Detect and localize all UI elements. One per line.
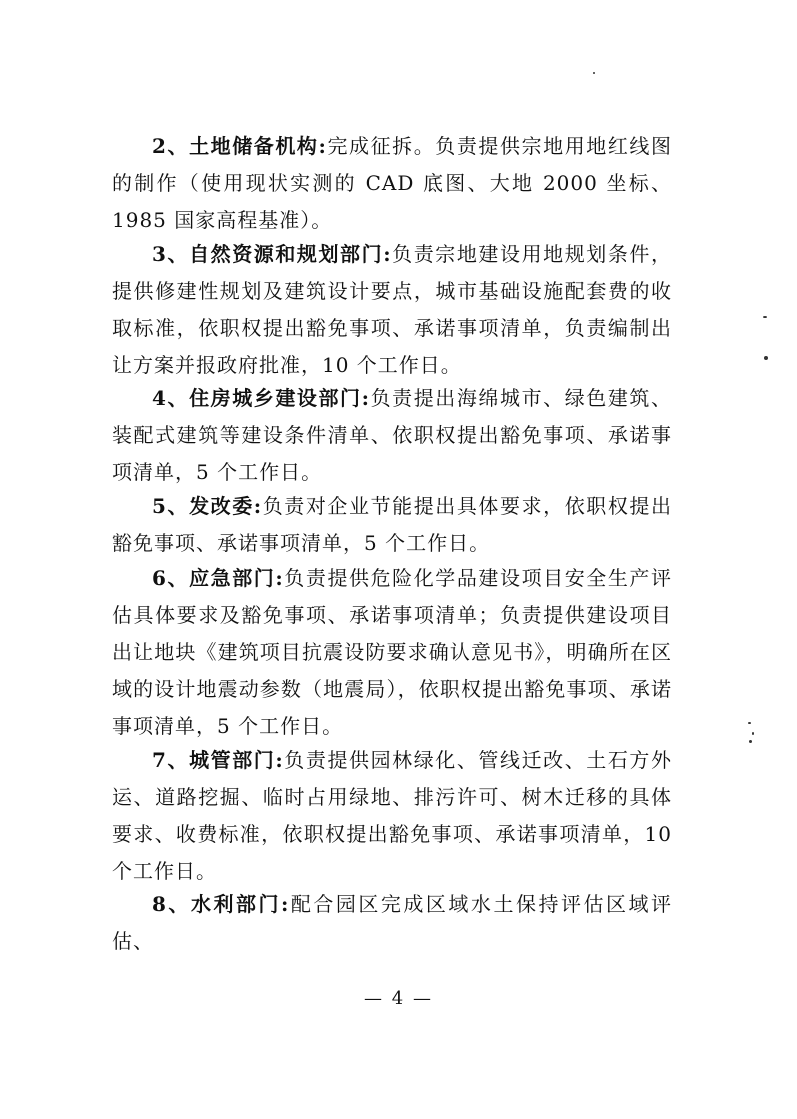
scan-speck [593, 72, 595, 74]
paragraph-urban-management [112, 742, 672, 890]
item-heading: 发改委: [189, 494, 263, 518]
item-heading: 自然资源和规划部门: [189, 242, 392, 266]
scan-speck [764, 356, 768, 360]
item-body: 负责对企业节能提出具体要求，依职权提出豁免事项、承诺事项清单，5 个工作日。 [112, 494, 672, 555]
item-number: 4、 [152, 386, 190, 410]
item-body: 配合园区完成区域水土保持评估区域评估、 [112, 892, 672, 953]
scan-speck [749, 740, 752, 743]
paragraph-water-resources [112, 886, 672, 960]
item-number: 3、 [152, 242, 190, 266]
item-number: 7、 [152, 748, 190, 772]
item-heading: 土地储备机构: [189, 134, 327, 158]
item-number: 8、 [152, 892, 191, 916]
scan-speck [752, 732, 754, 735]
item-heading: 住房城乡建设部门: [189, 386, 371, 410]
item-heading: 水利部门: [190, 892, 290, 916]
item-number: 2、 [152, 134, 190, 158]
paragraph-emergency [112, 560, 672, 745]
item-number: 6、 [152, 566, 190, 590]
paragraph-housing [112, 380, 672, 491]
paragraph-development-reform [112, 488, 672, 562]
item-body: 负责宗地建设用地规划条件，提供修建性规划及建筑设计要点，城市基础设施配套费的收取标准，依职权提出豁免事项、承诺事项清单，负责编制出让方案并报政府批准，10 个工作日。 [112, 242, 672, 377]
item-number: 5、 [152, 494, 190, 518]
item-body: 完成征拆。负责提供宗地用地红线图的制作（使用现状实测的 CAD 底图、大地 2000 坐标、1985 国家高程基准）。 [112, 134, 672, 232]
scan-speck [763, 316, 767, 318]
scan-speck [748, 722, 751, 724]
item-heading: 应急部门: [189, 566, 284, 590]
item-heading: 城管部门: [189, 748, 284, 772]
item-body: 负责提供园林绿化、管线迁改、土石方外运、道路挖掘、临时占用绿地、排污许可、树木迁移的具体要求、收费标准，依职权提出豁免事项、承诺事项清单，10 个工作日。 [112, 748, 672, 883]
item-body: 负责提供危险化学品建设项目安全生产评估具体要求及豁免事项、承诺事项清单；负责提供建设项目出让地块《建筑项目抗震设防要求确认意见书》，明确所在区域的设计地震动参数（地震局），依职权提出豁免事项、承诺事项清单，5 个工作日。 [112, 566, 672, 738]
page-number: — 4 — [364, 988, 433, 1009]
paragraph-natural-resources [112, 236, 672, 384]
paragraph-land-reserve [112, 128, 672, 239]
item-body: 负责提出海绵城市、绿色建筑、装配式建筑等建设条件清单、依职权提出豁免事项、承诺事项清单，5 个工作日。 [112, 386, 672, 484]
